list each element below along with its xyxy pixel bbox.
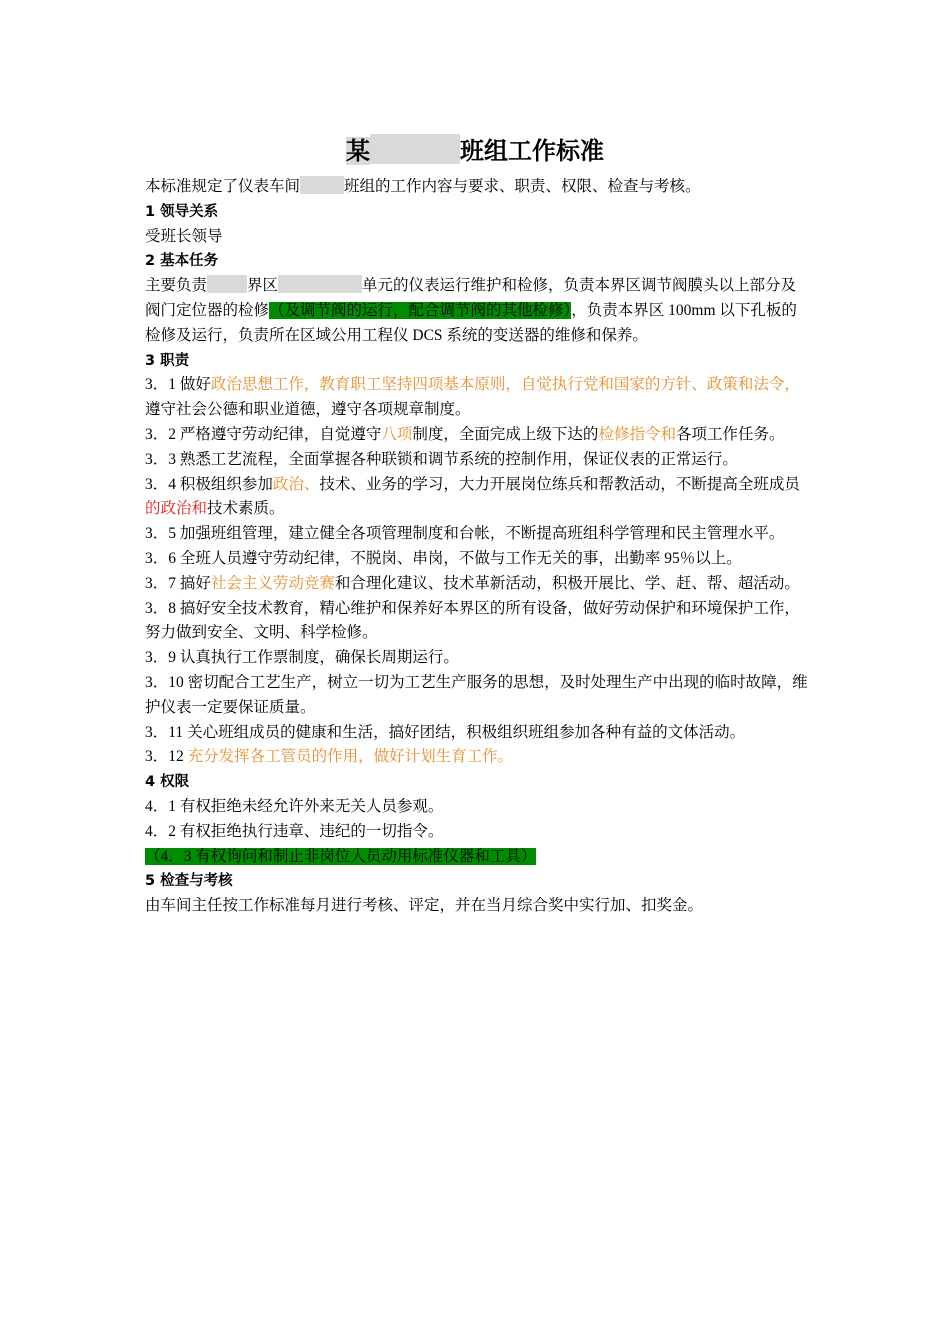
document-title — [0, 133, 950, 169]
item-3-6: 3．6 全班人员遵守劳动纪律，不脱岗、串岗，不做与工作无关的事，出勤率 95％以上。 — [145, 549, 742, 567]
item-3-4: 3．4 积极组织参加政治、技术、业务的学习，大力开展岗位练兵和帮教活动，不断提高全班成员的政治和技术素质。 — [145, 475, 800, 518]
highlight-orange: 检修指令和 — [598, 425, 676, 443]
item-3-9: 3．9 认真执行工作票制度，确保长周期运行。 — [145, 649, 459, 667]
title-prefix: 某 — [346, 137, 370, 165]
highlight-green: （及调节阀的运行，配合调节阀的其他检修） — [269, 301, 572, 319]
highlight-orange: 政治、 — [272, 475, 320, 493]
item-3-1: 3．1 做好政治思想工作，教育职工坚持四项基本原则，自觉执行党和国家的方针、政策和法令，遵守社会公德和职业道德，遵守各项规章制度。 — [145, 376, 800, 419]
intro-paragraph: 本标准规定了仪表车间 班组的工作内容与要求、职责、权限、检查与考核。 — [145, 178, 701, 195]
highlight-orange: 政治思想工作，教育职工坚持四项基本原则，自觉执行党和国家的方针、政策和法令， — [210, 376, 800, 394]
section-3-heading: 3 职责 — [145, 352, 190, 369]
section-1-text: 受班长领导 — [145, 227, 223, 245]
item-3-12: 3．12 充分发挥各工管员的作用，做好计划生育工作。 — [145, 748, 514, 766]
title-redaction — [370, 134, 460, 164]
section-2-text: 主要负责 界区 单元的仪表运行维护和检修，负责本界区调节阀膜头以上部分及阀门定位器的检修（及调节阀的运行，配合调节阀的其他检修），负责本界区 100mm 以下孔板的检修及运行，负责所在区域公用工程仪 DCS 系统的变送器的维修和保养。 — [145, 277, 797, 344]
redaction — [207, 275, 247, 293]
section-1-heading: 1 领导关系 — [145, 203, 219, 220]
section-5-heading: 5 检查与考核 — [145, 873, 233, 890]
highlight-green: （4．3 有权询问和制止非岗位人员动用标准仪器和工具） — [145, 847, 537, 865]
item-3-10: 3．10 密切配合工艺生产，树立一切为工艺生产服务的思想，及时处理生产中出现的临时故障，维护仪表一定要保证质量。 — [145, 673, 808, 716]
document-body — [145, 175, 810, 919]
redaction — [278, 275, 362, 293]
title-suffix: 班组工作标准 — [460, 137, 604, 165]
redaction — [300, 176, 344, 194]
highlight-orange: 社会主义劳动竞赛 — [210, 574, 335, 592]
item-3-2: 3．2 严格遵守劳动纪律，自觉遵守八项制度，全面完成上级下达的检修指令和各项工作任务。 — [145, 425, 785, 443]
highlight-orange: 充分发挥各工管员的作用，做好计划生育工作。 — [187, 748, 514, 766]
section-4-heading: 4 权限 — [145, 774, 190, 791]
item-4-2: 4．2 有权拒绝执行违章、违纪的一切指令。 — [145, 822, 444, 840]
item-3-5: 3．5 加强班组管理，建立健全各项管理制度和台帐，不断提高班组科学管理和民主管理水平。 — [145, 525, 785, 543]
section-2-heading: 2 基本任务 — [145, 253, 219, 270]
item-4-1: 4．1 有权拒绝未经允许外来无关人员参观。 — [145, 797, 444, 815]
item-3-7: 3．7 搞好社会主义劳动竞赛和合理化建议、技术革新活动，积极开展比、学、赶、帮、超活动。 — [145, 574, 800, 592]
highlight-orange: 八项 — [381, 425, 413, 443]
section-5-text: 由车间主任按工作标准每月进行考核、评定，并在当月综合奖中实行加、扣奖金。 — [145, 897, 704, 915]
highlight-red: 的政治和 — [145, 500, 208, 518]
item-3-11: 3．11 关心班组成员的健康和生活，搞好团结，积极组织班组参加各种有益的文体活动。 — [145, 723, 746, 741]
item-3-3: 3．3 熟悉工艺流程，全面掌握各种联锁和调节系统的控制作用，保证仪表的正常运行。 — [145, 450, 738, 468]
item-4-3 — [145, 845, 810, 870]
item-3-8: 3．8 搞好安全技术教育，精心维护和保养好本界区的所有设备，做好劳动保护和环境保护工作，努力做到安全、文明、科学检修。 — [145, 599, 800, 642]
